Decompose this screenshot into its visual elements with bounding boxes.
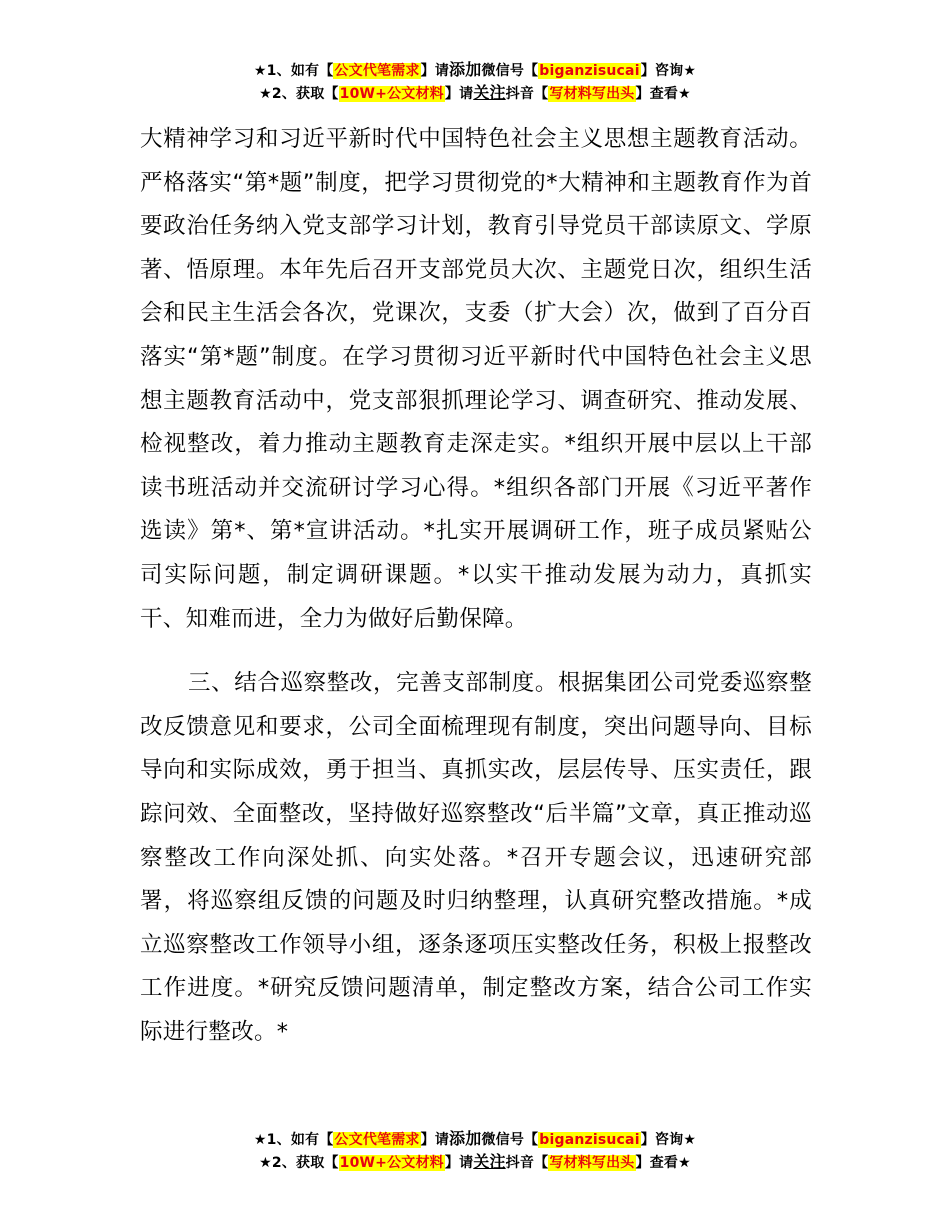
banner-line-1 — [0, 59, 950, 82]
highlight-wechat-id: biganzisucai — [539, 63, 640, 79]
star-icon: ★ — [259, 86, 272, 102]
highlight-materials: 10W+公文材料 — [339, 1155, 444, 1171]
banner-emphasis: 关注 — [473, 83, 506, 102]
banner-text: 】请 — [420, 63, 450, 79]
header-banner — [0, 59, 950, 105]
highlight-wechat-id: biganzisucai — [539, 1132, 640, 1148]
banner-text: 】请 — [444, 1155, 474, 1171]
star-icon: ★ — [678, 86, 691, 102]
star-icon: ★ — [678, 1155, 691, 1171]
banner-line-2 — [0, 1151, 950, 1174]
highlight-service: 公文代笔需求 — [334, 63, 420, 79]
highlight-douyin: 写材料写出头 — [549, 1155, 635, 1171]
star-icon: ★ — [259, 1155, 272, 1171]
banner-line-2 — [0, 82, 950, 105]
banner-text: 微信号【 — [481, 1132, 539, 1148]
paragraph: 大精神学习和习近平新时代中国特色社会主义思想主题教育活动。严格落实“第*题”制度，把学习贯彻党的*大精神和主题教育作为首要政治任务纳入党支部学习计划，教育引导党员干部读原文、学原著、悟原理。本年先后召开支部党员大次、主题党日次，组织生活会和民主生活会各次，党课次，支委（扩大会）次，做到了百分百落实“第*题”制度。在学习贯彻习近平新时代中国特色社会主义思想主题教育活动中，党支部狠抓理论学习、调查研究、推动发展、检视整改，着力推动主题教育走深走实。*组织开展中层以上干部读书班活动并交流研讨学习心得。*组织各部门开展《习近平著作选读》第*、第*宣讲活动。*扎实开展调研工作，班子成员紧贴公司实际问题，制定调研课题。*以实干推动发展为动力，真抓实干、知难而进，全力为做好后勤保障。 — [140, 126, 812, 632]
highlight-service: 公文代笔需求 — [334, 1132, 420, 1148]
footer-banner — [0, 1128, 950, 1174]
banner-text: 1、如有【 — [266, 63, 334, 79]
star-icon: ★ — [253, 63, 267, 79]
star-icon: ★ — [253, 1132, 267, 1148]
banner-text: 微信号【 — [481, 63, 539, 79]
banner-text: 抖音【 — [505, 86, 549, 102]
highlight-douyin: 写材料写出头 — [549, 86, 635, 102]
banner-emphasis: 关注 — [473, 1152, 506, 1171]
banner-line-1 — [0, 1128, 950, 1151]
banner-text: 】请 — [420, 1132, 450, 1148]
banner-text: 2、获取【 — [271, 86, 339, 102]
banner-text: 】查看 — [635, 86, 679, 102]
document-body — [140, 118, 812, 1054]
star-icon: ★ — [683, 1132, 697, 1148]
banner-text: 】查看 — [635, 1155, 679, 1171]
banner-emphasis: 添加 — [449, 60, 482, 79]
highlight-materials: 10W+公文材料 — [339, 86, 444, 102]
banner-text: 2、获取【 — [271, 1155, 339, 1171]
star-icon: ★ — [683, 63, 697, 79]
banner-text: 】请 — [444, 86, 474, 102]
banner-text: 】咨询 — [640, 63, 684, 79]
banner-emphasis: 添加 — [449, 1129, 482, 1148]
banner-text: 1、如有【 — [266, 1132, 334, 1148]
paragraph: 三、结合巡察整改，完善支部制度。根据集团公司党委巡察整改反馈意见和要求，公司全面梳理现有制度，突出问题导向、目标导向和实际成效，勇于担当、真抓实改，层层传导、压实责任，跟踪问效、全面整改，坚持做好巡察整改“后半篇”文章，真正推动巡察整改工作向深处抓、向实处落。*召开专题会议，迅速研究部署，将巡察组反馈的问题及时归纳整理，认真研究整改措施。*成立巡察整改工作领导小组，逐条逐项压实整改任务，积极上报整改工作进度。*研究反馈问题清单，制定整改方案，结合公司工作实际进行整改。* — [140, 670, 812, 1045]
banner-text: 】咨询 — [640, 1132, 684, 1148]
banner-text: 抖音【 — [505, 1155, 549, 1171]
